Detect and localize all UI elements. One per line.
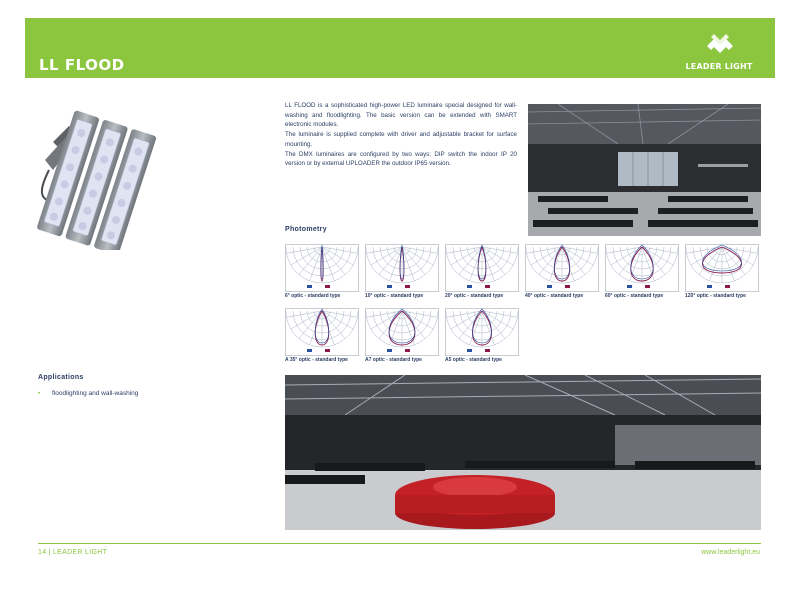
- intro-paragraph: LL FLOOD is a sophisticated high-power LED luminaire special designed for wall-washing and floodlighting. The basic version can be extended with SMART electronic modules.: [285, 102, 517, 129]
- polar-diagram: [365, 244, 439, 299]
- diagram-caption: 60° optic - standard type: [605, 293, 664, 299]
- polar-diagram: [445, 244, 519, 299]
- intro-text: [285, 101, 517, 169]
- diagram-caption: 10° optic - standard type: [365, 293, 424, 299]
- polar-chart: [685, 244, 759, 292]
- polar-diagram: [605, 244, 679, 299]
- diagram-caption: A5 optic - standard type: [445, 357, 502, 363]
- product-image: [35, 100, 185, 250]
- polar-chart: [445, 244, 519, 292]
- interior-photo-top: [528, 104, 761, 236]
- list-item-label: floodlighting and wall-washing: [52, 390, 139, 397]
- polar-chart: [285, 244, 359, 292]
- polar-diagram: [525, 244, 599, 299]
- polar-diagram: [285, 308, 359, 363]
- diagram-caption: 40° optic - standard type: [525, 293, 584, 299]
- footer-page-label: 14 | LEADER LIGHT: [38, 549, 108, 556]
- polar-chart: [365, 308, 439, 356]
- applications-heading: Applications: [38, 374, 84, 381]
- header-banner: [25, 18, 775, 78]
- diagram-caption: 120° optic - standard type: [685, 293, 746, 299]
- list-item: [38, 389, 138, 399]
- leader-light-logo: [679, 32, 759, 72]
- polar-diagram: [445, 308, 519, 363]
- intro-paragraph: The DMX luminaires are configured by two ways: DIP switch the indoor IP 20 version or by external UPLOADER the outdoor IP65 version.: [285, 150, 517, 168]
- diagram-caption: 6° optic - standard type: [285, 293, 341, 299]
- polar-chart: [285, 308, 359, 356]
- bullet-icon: •: [38, 390, 41, 397]
- polar-chart: [525, 244, 599, 292]
- footer-divider: [38, 543, 761, 544]
- polar-chart: [365, 244, 439, 292]
- logo-mark-icon: [705, 32, 735, 60]
- diagram-caption: 20° optic - standard type: [445, 293, 504, 299]
- intro-paragraph: The luminaire is supplied complete with driver and adjustable bracket for surface mounting.: [285, 131, 517, 148]
- page-title: LL FLOOD: [39, 56, 125, 74]
- polar-diagram: [285, 244, 359, 299]
- diagram-caption: A 35° optic - standard type: [285, 357, 348, 363]
- polar-diagram: [365, 308, 439, 363]
- applications-list: [38, 389, 138, 399]
- logo-wordmark: LEADER LIGHT: [685, 62, 753, 71]
- polar-chart: [605, 244, 679, 292]
- interior-photo-bottom: [285, 375, 761, 530]
- footer-website-link[interactable]: www.leaderlight.eu: [701, 549, 760, 556]
- photometry-heading: Photometry: [285, 226, 327, 233]
- polar-diagram: [685, 244, 759, 299]
- diagram-caption: A7 optic - standard type: [365, 357, 422, 363]
- polar-chart: [445, 308, 519, 356]
